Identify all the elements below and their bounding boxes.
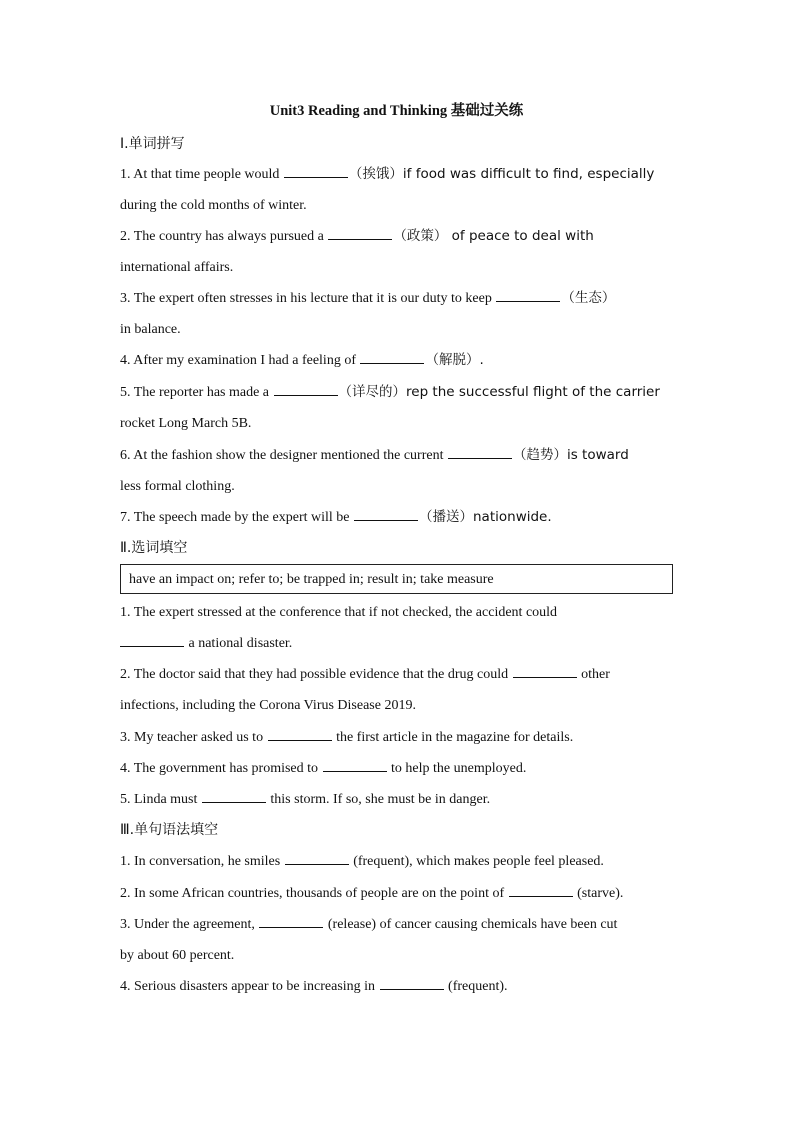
s2-question-2 [120,659,673,721]
answer-blank[interactable] [496,289,560,302]
answer-blank[interactable] [202,790,266,803]
question-text: during the cold months of winter. [120,198,307,213]
question-text: (release) of cancer causing chemicals have been cut [324,917,618,932]
question-text: 6. At the fashion show the designer mentioned the current [120,448,447,463]
s3-question-3 [120,909,673,971]
page-title: Unit3 Reading and Thinking 基础过关练 [269,103,524,119]
question-text: to help the unemployed. [387,761,527,776]
question-text: 3. The expert often stresses in his lecture that it is our duty to keep [120,291,496,306]
s1-question-7 [120,502,673,533]
question-text: 7. The speech made by the expert will be [120,510,353,525]
answer-blank[interactable] [274,383,338,396]
question-text: （挨饿）if food was difficult to find, especially [348,166,655,182]
s3-question-4 [120,971,673,1002]
answer-blank[interactable] [328,227,392,240]
question-text: 1. The expert stressed at the conference that if not checked, the accident could [120,605,558,620]
question-text: 2. The doctor said that they had possible evidence that the drug could [120,667,512,682]
answer-blank[interactable] [360,351,424,364]
s2-question-1 [120,597,673,659]
answer-blank[interactable] [268,728,332,741]
answer-blank[interactable] [284,165,348,178]
s3-question-2 [120,878,673,909]
question-text: 2. The country has always pursued a [120,229,328,244]
s1-question-6 [120,440,673,502]
question-text: （解脱）. [425,352,484,368]
s1-question-3 [120,283,673,345]
question-text: （详尽的）rep the successful flight of the carrier [338,384,660,400]
answer-blank[interactable] [354,508,418,521]
answer-blank[interactable] [323,759,387,772]
question-text: （政策） of peace to deal with [393,228,594,244]
question-text: (frequent), which makes people feel pleased. [349,854,604,869]
question-text: （生态） [561,290,616,306]
question-text: (starve). [573,886,624,901]
question-text: 5. Linda must [120,792,201,807]
answer-blank[interactable] [509,884,573,897]
answer-blank[interactable] [380,977,444,990]
s1-question-1 [120,159,673,221]
question-text: (frequent). [444,979,508,994]
question-text: the first article in the magazine for details. [332,730,574,745]
question-text: international affairs. [120,260,234,275]
section-3-heading: Ⅲ.单句语法填空 [120,822,219,838]
question-text: 5. The reporter has made a [120,385,273,400]
s1-question-5 [120,377,673,439]
question-text: other [577,667,610,682]
s1-question-2 [120,221,673,283]
question-text: 3. Under the agreement, [120,917,259,932]
question-text: infections, including the Corona Virus Disease 2019. [120,698,416,713]
question-text: 4. After my examination I had a feeling of [120,353,360,368]
question-text: in balance. [120,322,181,337]
question-text: a national disaster. [185,636,293,651]
question-text: 3. My teacher asked us to [120,730,267,745]
s2-question-5 [120,784,673,815]
word-bank-box: have an impact on; refer to; be trapped in; result in; take measure [120,564,673,594]
answer-blank[interactable] [448,446,512,459]
section-1-heading: Ⅰ.单词拼写 [120,136,185,152]
section-2-heading: Ⅱ.选词填空 [120,540,188,556]
s2-question-4 [120,753,673,784]
question-text: 4. Serious disasters appear to be increasing in [120,979,379,994]
s3-question-1 [120,846,673,877]
answer-blank[interactable] [285,852,349,865]
question-text: 1. At that time people would [120,167,283,182]
question-text: （趋势）is toward [512,447,629,463]
s2-question-3 [120,722,673,753]
question-text: rocket Long March 5B. [120,416,252,431]
question-text: （播送）nationwide. [419,509,552,525]
question-text: 1. In conversation, he smiles [120,854,284,869]
question-text: 2. In some African countries, thousands of people are on the point of [120,886,508,901]
answer-blank[interactable] [513,665,577,678]
question-text: 4. The government has promised to [120,761,322,776]
question-text: by about 60 percent. [120,948,235,963]
question-text: less formal clothing. [120,479,235,494]
answer-blank[interactable] [259,915,323,928]
s1-question-4 [120,345,673,376]
question-text: this storm. If so, she must be in danger. [266,792,491,807]
answer-blank[interactable] [120,634,184,647]
